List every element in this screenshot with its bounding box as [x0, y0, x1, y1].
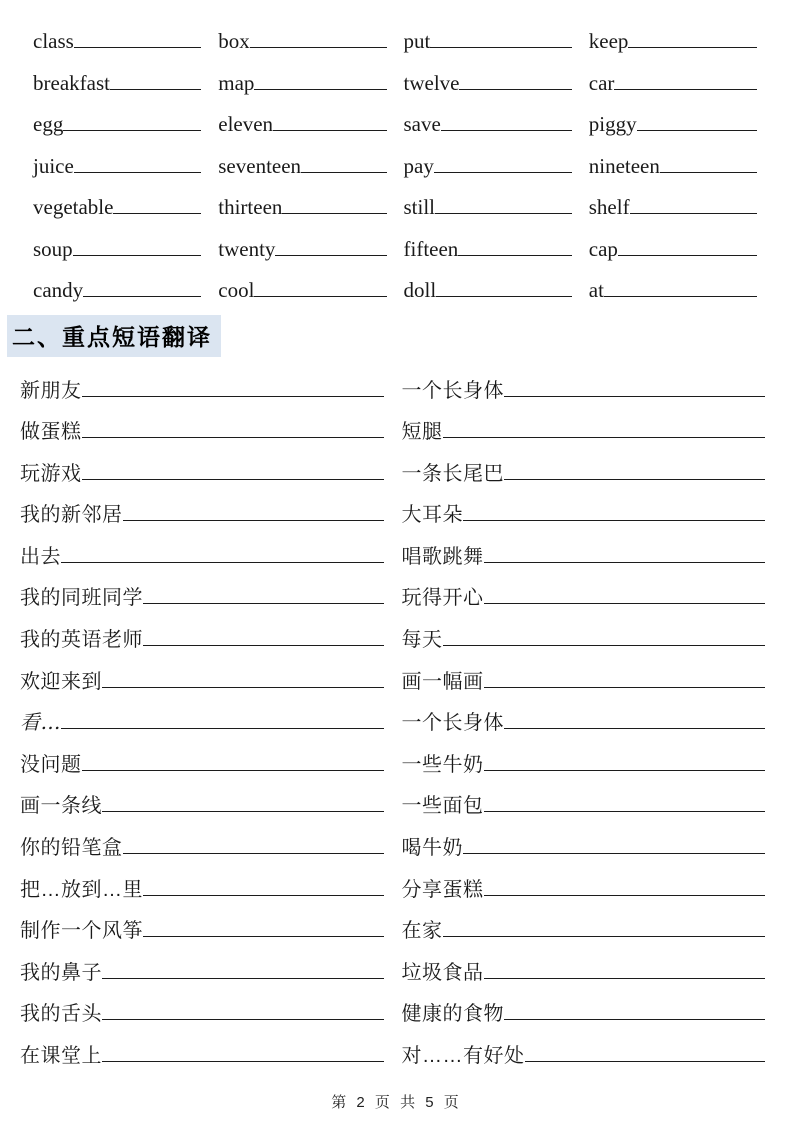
phrase-text: 短腿: [401, 421, 443, 444]
phrase-item: [402, 737, 766, 779]
phrase-text: 把…放到…里: [20, 878, 143, 901]
word-item: [33, 143, 201, 185]
answer-blank[interactable]: [443, 645, 766, 646]
word-item: [33, 226, 201, 268]
phrase-text: 一条长尾巴: [401, 462, 504, 485]
word-text: car: [588, 70, 615, 95]
phrase-text: 没问题: [20, 753, 82, 776]
word-text: candy: [33, 278, 84, 302]
answer-blank[interactable]: [484, 811, 766, 812]
word-item: [589, 101, 757, 143]
phrase-text: 在课堂上: [20, 1045, 102, 1067]
word-item: [218, 101, 386, 143]
phrase-item: [20, 820, 384, 862]
phrase-text: 制作一个风筝: [20, 920, 143, 943]
phrase-item: [402, 487, 766, 529]
answer-blank[interactable]: [436, 296, 572, 297]
phrase-item: [20, 404, 384, 446]
word-item: [218, 60, 386, 102]
phrase-text: 健康的食物: [401, 1003, 504, 1026]
answer-blank[interactable]: [504, 1019, 765, 1020]
answer-blank[interactable]: [637, 130, 757, 131]
answer-blank[interactable]: [484, 562, 766, 563]
word-text: twelve: [403, 70, 460, 95]
word-item: [404, 60, 572, 102]
answer-blank[interactable]: [484, 603, 766, 604]
word-item: [404, 226, 572, 268]
answer-blank[interactable]: [74, 172, 201, 173]
phrase-item: [20, 570, 384, 612]
word-item: [33, 101, 201, 143]
answer-blank[interactable]: [484, 978, 766, 979]
answer-blank[interactable]: [463, 853, 765, 854]
answer-blank[interactable]: [102, 978, 384, 979]
word-text: thirteen: [218, 195, 283, 219]
phrase-item: [20, 654, 384, 696]
phrase-text: 分享蛋糕: [401, 878, 484, 901]
answer-blank[interactable]: [484, 687, 766, 688]
phrase-text: 画一条线: [20, 795, 102, 818]
phrase-text: 我的同班同学: [20, 587, 143, 610]
word-text: cap: [588, 236, 618, 261]
word-item: [404, 143, 572, 185]
word-item: [218, 267, 386, 309]
answer-blank[interactable]: [443, 437, 766, 438]
word-text: soup: [33, 236, 73, 261]
phrase-item: [402, 654, 766, 696]
answer-blank[interactable]: [102, 687, 384, 688]
phrase-item: [402, 695, 766, 737]
phrase-item: [20, 695, 384, 737]
word-item: [404, 267, 572, 309]
answer-blank[interactable]: [430, 47, 571, 48]
phrase-text: 画一幅画: [401, 670, 484, 693]
phrase-item: [402, 446, 766, 488]
answer-blank[interactable]: [143, 895, 384, 896]
word-item: [404, 101, 572, 143]
word-text: vegetable: [33, 195, 114, 219]
word-text: class: [33, 29, 74, 53]
word-item: [33, 18, 201, 60]
phrase-item: [20, 903, 384, 945]
word-item: [218, 143, 386, 185]
word-text: nineteen: [588, 153, 660, 178]
phrase-section: [0, 357, 793, 1070]
phrase-item: [20, 446, 384, 488]
answer-blank[interactable]: [459, 89, 571, 90]
phrase-text: 玩得开心: [401, 587, 484, 610]
phrase-text: 我的英语老师: [20, 629, 143, 652]
phrase-item: [402, 363, 766, 405]
phrase-item: [20, 363, 384, 405]
phrase-text: 看…: [20, 710, 61, 735]
phrase-item: [20, 778, 384, 820]
answer-blank[interactable]: [660, 172, 757, 173]
phrase-text: 我的新邻居: [20, 504, 123, 527]
word-item: [589, 143, 757, 185]
answer-blank[interactable]: [61, 562, 384, 563]
word-item: [589, 184, 757, 226]
phrase-item: [402, 820, 766, 862]
phrase-item: [20, 529, 384, 571]
answer-blank[interactable]: [254, 296, 386, 297]
answer-blank[interactable]: [525, 1061, 766, 1062]
answer-blank[interactable]: [83, 296, 201, 297]
answer-blank[interactable]: [628, 47, 757, 48]
word-text: breakfast: [33, 70, 110, 95]
answer-blank[interactable]: [504, 728, 765, 729]
answer-blank[interactable]: [123, 520, 384, 521]
answer-blank[interactable]: [113, 213, 201, 214]
word-item: [218, 226, 386, 268]
phrase-item: [402, 862, 766, 904]
word-text: seventeen: [218, 153, 302, 178]
word-text: twenty: [218, 236, 276, 261]
answer-blank[interactable]: [504, 479, 765, 480]
word-section: [0, 0, 793, 309]
word-text: box: [218, 29, 250, 53]
answer-blank[interactable]: [484, 895, 766, 896]
answer-blank[interactable]: [102, 1061, 384, 1062]
page-indicator: 第 2 页 共 5 页: [331, 1094, 462, 1111]
word-item: [218, 184, 386, 226]
phrase-item: [402, 903, 766, 945]
phrase-text: 一个长身体: [401, 379, 504, 402]
word-text: juice: [33, 153, 74, 178]
answer-blank[interactable]: [614, 89, 757, 90]
phrase-item: [402, 529, 766, 571]
word-item: [404, 18, 572, 60]
phrase-text: 你的铅笔盒: [20, 837, 123, 860]
word-text: at: [588, 278, 604, 302]
phrase-text: 大耳朵: [401, 504, 463, 527]
phrase-text: 新朋友: [20, 379, 82, 402]
phrase-item: [402, 986, 766, 1028]
phrase-text: 一些牛奶: [401, 753, 484, 776]
phrase-item: [402, 570, 766, 612]
phrase-item: [20, 986, 384, 1028]
phrase-text: 欢迎来到: [20, 670, 102, 693]
phrase-item: [20, 945, 384, 987]
phrase-item: [20, 612, 384, 654]
answer-blank[interactable]: [443, 936, 766, 937]
answer-blank[interactable]: [250, 47, 387, 48]
word-text: still: [403, 195, 436, 219]
phrase-text: 我的鼻子: [20, 961, 102, 984]
answer-blank[interactable]: [82, 437, 384, 438]
phrase-text: 每天: [401, 629, 443, 652]
answer-blank[interactable]: [143, 936, 384, 937]
answer-blank[interactable]: [282, 213, 386, 214]
phrase-item: [402, 404, 766, 446]
word-item: [589, 60, 757, 102]
answer-blank[interactable]: [102, 1019, 384, 1020]
answer-blank[interactable]: [604, 296, 757, 297]
answer-blank[interactable]: [484, 770, 766, 771]
phrase-item: [402, 945, 766, 987]
phrase-item: [402, 778, 766, 820]
word-text: doll: [403, 278, 437, 302]
phrase-text: 垃圾食品: [401, 961, 484, 984]
answer-blank[interactable]: [273, 130, 386, 131]
answer-blank[interactable]: [618, 255, 757, 256]
phrase-text: 一个长身体: [401, 712, 504, 735]
word-text: fifteen: [403, 236, 459, 261]
answer-blank[interactable]: [301, 172, 386, 173]
phrase-text: 喝牛奶: [401, 837, 463, 860]
word-text: egg: [33, 112, 64, 136]
phrase-text: 做蛋糕: [20, 421, 82, 444]
word-item: [589, 267, 757, 309]
word-item: [33, 60, 201, 102]
answer-blank[interactable]: [435, 213, 572, 214]
phrase-text: 唱歌跳舞: [401, 545, 484, 568]
phrase-item: [402, 1028, 766, 1070]
word-item: [589, 18, 757, 60]
answer-blank[interactable]: [82, 396, 384, 397]
phrase-text: 出去: [20, 545, 61, 568]
word-text: cool: [218, 278, 255, 302]
phrase-item: [20, 1028, 384, 1070]
answer-blank[interactable]: [74, 47, 201, 48]
answer-blank[interactable]: [63, 130, 201, 131]
word-text: shelf: [588, 195, 630, 219]
word-item: [404, 184, 572, 226]
word-text: map: [218, 70, 255, 95]
phrase-item: [20, 487, 384, 529]
answer-blank[interactable]: [143, 645, 384, 646]
section-heading: 二、重点短语翻译: [7, 315, 221, 357]
answer-blank[interactable]: [61, 728, 384, 729]
phrase-text: 一些面包: [401, 795, 484, 818]
answer-blank[interactable]: [458, 255, 571, 256]
answer-blank[interactable]: [110, 89, 201, 90]
answer-blank[interactable]: [254, 89, 386, 90]
phrase-text: 对……有好处: [401, 1045, 525, 1067]
word-text: put: [403, 29, 431, 53]
word-text: keep: [588, 29, 629, 53]
answer-blank[interactable]: [102, 811, 384, 812]
word-text: save: [403, 112, 441, 136]
word-text: pay: [403, 153, 434, 178]
word-item: [33, 267, 201, 309]
answer-blank[interactable]: [504, 396, 765, 397]
answer-blank[interactable]: [463, 520, 765, 521]
phrase-text: 玩游戏: [20, 462, 82, 485]
answer-blank[interactable]: [82, 479, 384, 480]
answer-blank[interactable]: [275, 255, 386, 256]
answer-blank[interactable]: [82, 770, 384, 771]
phrase-item: [402, 612, 766, 654]
answer-blank[interactable]: [123, 853, 384, 854]
answer-blank[interactable]: [441, 130, 572, 131]
word-item: [589, 226, 757, 268]
phrase-item: [20, 737, 384, 779]
word-text: eleven: [218, 112, 274, 136]
word-text: piggy: [588, 112, 637, 136]
answer-blank[interactable]: [73, 255, 202, 256]
phrase-text: 我的舌头: [20, 1003, 102, 1026]
answer-blank[interactable]: [434, 172, 572, 173]
phrase-text: 在家: [401, 920, 443, 943]
word-item: [33, 184, 201, 226]
answer-blank[interactable]: [630, 213, 757, 214]
section-heading-wrap: [0, 309, 793, 357]
phrase-item: [20, 862, 384, 904]
word-item: [218, 18, 386, 60]
answer-blank[interactable]: [143, 603, 384, 604]
